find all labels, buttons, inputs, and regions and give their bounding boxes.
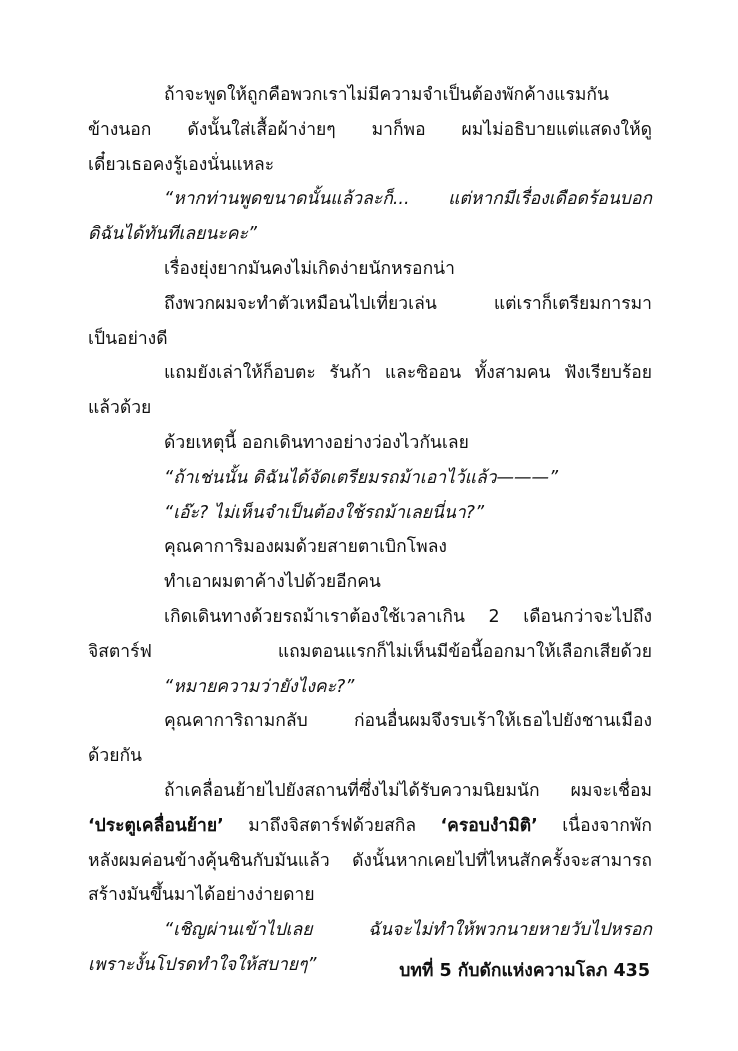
text-line: จิสตาร์ฟ แถมตอนแรกก็ไม่เห็นมีข้อนี้ออกมาให้เลือกเสียด้วย	[88, 641, 652, 662]
dialogue-line: เพราะงั้นโปรดทำใจให้สบายๆ”	[88, 954, 317, 975]
dialogue-line: “ถ้าเช่นนั้น ดิฉันได้จัดเตรียมรถม้าเอาไว้แล้ว———”	[164, 467, 559, 488]
text-line: เรื่องยุ่งยากมันคงไม่เกิดง่ายนักหรอกน่า	[164, 258, 455, 279]
dialogue-line: “เชิญผ่านเข้าไปเลย ฉันจะไม่ทำให้พวกนายหายวับไปหรอก	[164, 920, 652, 941]
dialogue-line: ดิฉันได้ทันทีเลยนะคะ”	[88, 224, 257, 245]
text-line: เป็นอย่างดี	[88, 328, 168, 349]
page-footer: บทที่ 5 กับดักแห่งความโลภ 435	[399, 961, 650, 981]
dialogue-line: “หมายความว่ายังไงคะ?”	[164, 676, 355, 697]
text-span: มาถึงจิสตาร์ฟด้วยสกิล	[223, 815, 441, 836]
text-line: คุณคาการิมองผมด้วยสายตาเบิกโพลง	[164, 537, 447, 558]
text-span: เนื่องจากพัก	[537, 815, 652, 836]
body-text	[88, 78, 652, 983]
text-line: สร้างมันขึ้นมาได้อย่างง่ายดาย	[88, 885, 315, 906]
text-line: ถึงพวกผมจะทำตัวเหมือนไปเที่ยวเล่น แต่เราก็เตรียมการมา	[164, 293, 652, 314]
text-line: เกิดเดินทางด้วยรถม้าเราต้องใช้เวลาเกิน 2 เดือนกว่าจะไปถึง	[164, 606, 652, 627]
text-line: ทำเอาผมตาค้างไปด้วยอีกคน	[164, 572, 381, 593]
text-line: หลังผมค่อนข้างคุ้นชินกับมันแล้ว ดังนั้นหากเคยไปที่ไหนสักครั้งจะสามารถ	[88, 850, 652, 871]
text-line: แล้วด้วย	[88, 398, 152, 419]
text-line: ด้วยเหตุนี้ ออกเดินทางอย่างว่องไวกันเลย	[164, 432, 469, 453]
skill-name-bold: ‘ครอบงำมิติ’	[440, 815, 538, 836]
text-line: เดี๋ยวเธอคงรู้เองนั่นแหละ	[88, 154, 275, 175]
text-line: คุณคาการิถามกลับ ก่อนอื่นผมจึงรบเร้าให้เธอไปยังชานเมือง	[164, 711, 652, 732]
text-line: ถ้าเคลื่อนย้ายไปยังสถานที่ซึ่งไม่ได้รับความนิยมนัก ผมจะเชื่อม	[164, 780, 652, 801]
text-line	[88, 809, 652, 844]
text-line: ด้วยกัน	[88, 746, 143, 767]
dialogue-line: “หากท่านพูดขนาดนั้นแล้วละก็... แต่หากมีเรื่องเดือดร้อนบอก	[164, 189, 652, 210]
skill-name-bold: ‘ประตูเคลื่อนย้าย’	[88, 815, 224, 836]
text-line: ข้างนอก ดังนั้นใส่เสื้อผ้าง่ายๆ มาก็พอ ผมไม่อธิบายแต่แสดงให้ดู	[88, 119, 652, 140]
text-line: แถมยังเล่าให้ก็อบตะ รันก้า และซิออน ทั้งสามคน ฟังเรียบร้อย	[164, 363, 652, 384]
text-line: ถ้าจะพูดให้ถูกคือพวกเราไม่มีความจำเป็นต้องพักค้างแรมกัน	[164, 85, 609, 105]
dialogue-line: “เอ๊ะ? ไม่เห็นจำเป็นต้องใช้รถม้าเลยนี่นา?”	[164, 502, 485, 523]
